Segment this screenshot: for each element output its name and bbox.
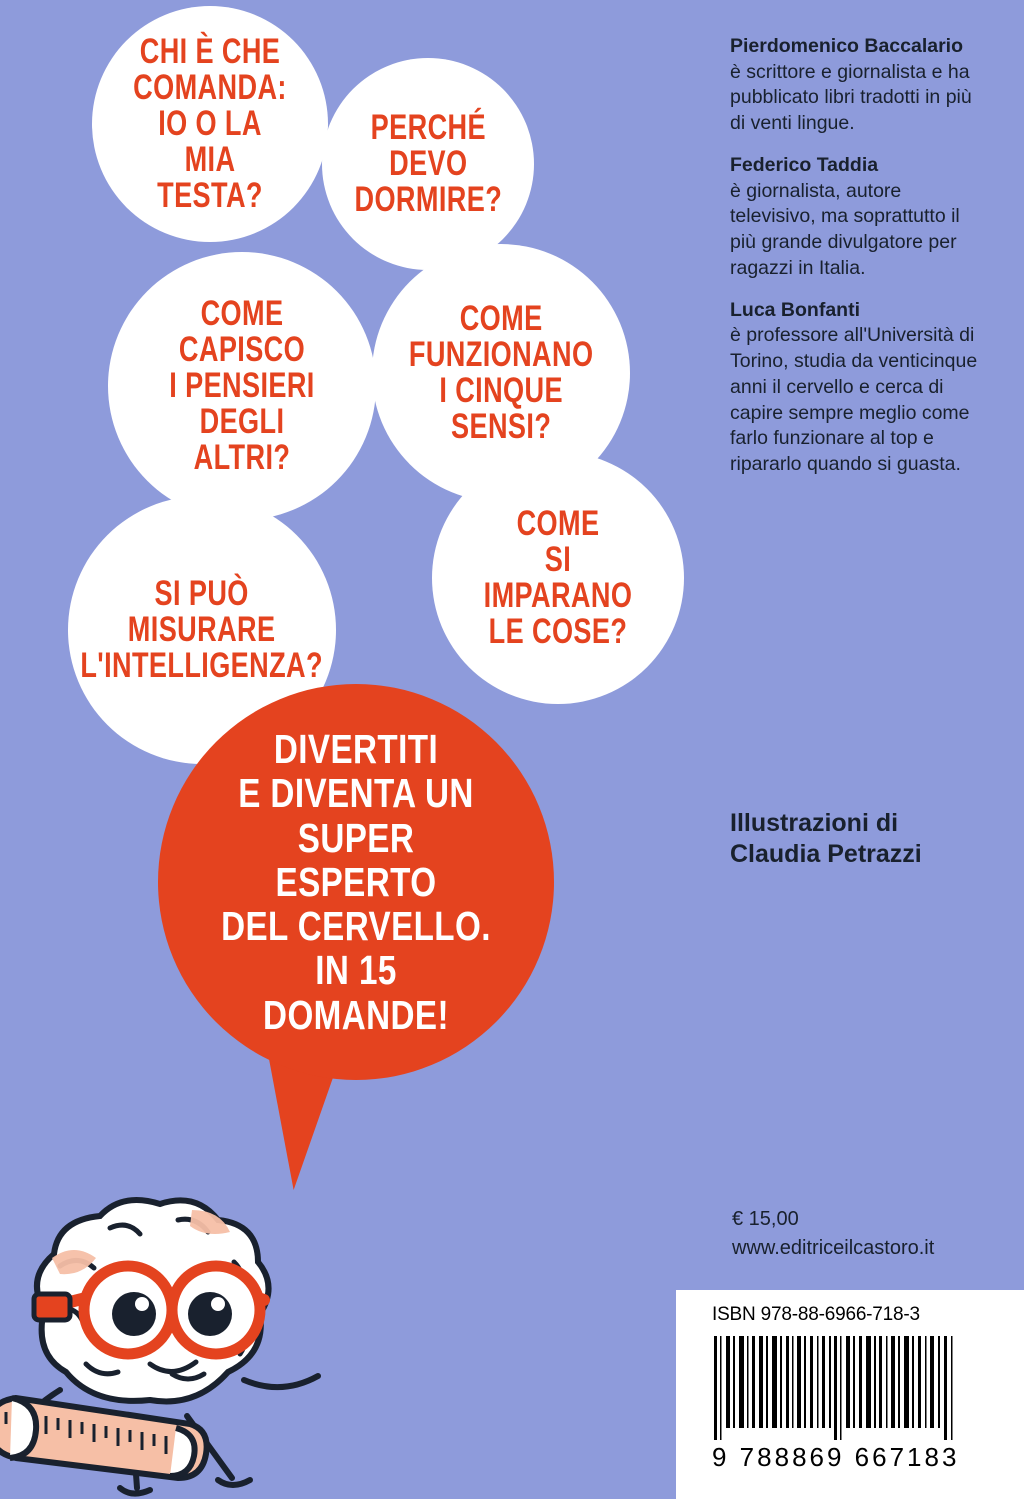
question-line: PERCHÉ — [370, 107, 486, 147]
question-line: SI PUÒ — [154, 573, 250, 613]
price-label: € 15,00 — [732, 1208, 799, 1230]
author-bios — [730, 34, 980, 494]
goggles-buckle — [34, 1294, 70, 1320]
callout-line: SUPER ESPERTO — [275, 814, 437, 905]
publisher-info — [732, 1205, 992, 1263]
author-description: è scrittore e giornalista e ha pubblicato libri tradotti in più di venti lingue. — [730, 60, 972, 135]
barcode-digits: 9 788869 667183 — [712, 1442, 960, 1472]
ruler-scroll — [0, 1398, 207, 1478]
isbn-label: ISBN 978-88-6966-718-3 — [712, 1304, 920, 1325]
question-bubble-6 — [432, 452, 684, 704]
illustrations-label: Illustrazioni di — [730, 809, 899, 837]
question-line: I CINQUE — [439, 371, 563, 410]
question-line: MISURARE — [128, 609, 276, 649]
callout-line: E DIVENTA UN — [238, 770, 474, 817]
question-line: IO O LA MIA — [158, 103, 262, 180]
callout-bubble — [158, 684, 554, 1080]
question-line: CHI È CHE — [139, 31, 281, 71]
author-name: Luca Bonfanti — [730, 298, 860, 321]
question-line: SENSI? — [450, 407, 552, 447]
author-block-2 — [730, 153, 980, 282]
author-name: Federico Taddia — [730, 153, 879, 176]
illustrations-credit — [730, 808, 990, 869]
isbn-barcode-block — [676, 1290, 1024, 1499]
brain-mascot-illustration — [0, 1158, 362, 1499]
question-line: SI IMPARANO — [483, 539, 633, 615]
author-block-3 — [730, 298, 980, 478]
illustrator-name: Claudia Petrazzi — [730, 839, 922, 868]
question-line: LE COSE? — [488, 612, 628, 652]
author-block-1 — [730, 34, 980, 137]
callout-line: IN 15 DOMANDE! — [263, 947, 449, 1038]
question-bubble-3 — [108, 252, 376, 520]
question-line: L'INTELLIGENZA? — [80, 646, 324, 686]
publisher-website[interactable]: www.editriceilcastoro.it — [732, 1237, 935, 1259]
callout-line: DEL CERVELLO. — [221, 903, 491, 950]
question-line: COMANDA: — [133, 67, 287, 107]
question-line: I PENSIERI — [169, 365, 315, 405]
question-bubble-1 — [92, 6, 328, 242]
question-line: DEGLI ALTRI? — [193, 402, 291, 478]
callout-line: DIVERTITI — [273, 726, 439, 773]
question-line: COME CAPISCO — [178, 293, 306, 369]
question-line: COME — [459, 298, 543, 338]
question-line: DORMIRE? — [354, 180, 502, 220]
author-description: è giornalista, autore televisivo, ma soprattutto il più grande divulgatore per ragazzi in Italia. — [730, 179, 960, 279]
question-line: TESTA? — [157, 176, 263, 216]
question-line: COME — [516, 503, 600, 543]
barcode-icon — [712, 1336, 962, 1440]
question-line: DEVO — [388, 143, 468, 183]
question-line: FUNZIONANO — [408, 334, 594, 374]
author-description: è professore all'Università di Torino, studia da venticinque anni il cervello e cerca di capire sempre meglio come farlo funzionare al top e ripararlo quando si guasta. — [730, 324, 978, 476]
author-name: Pierdomenico Baccalario — [730, 35, 964, 57]
question-bubble-2 — [322, 58, 534, 270]
